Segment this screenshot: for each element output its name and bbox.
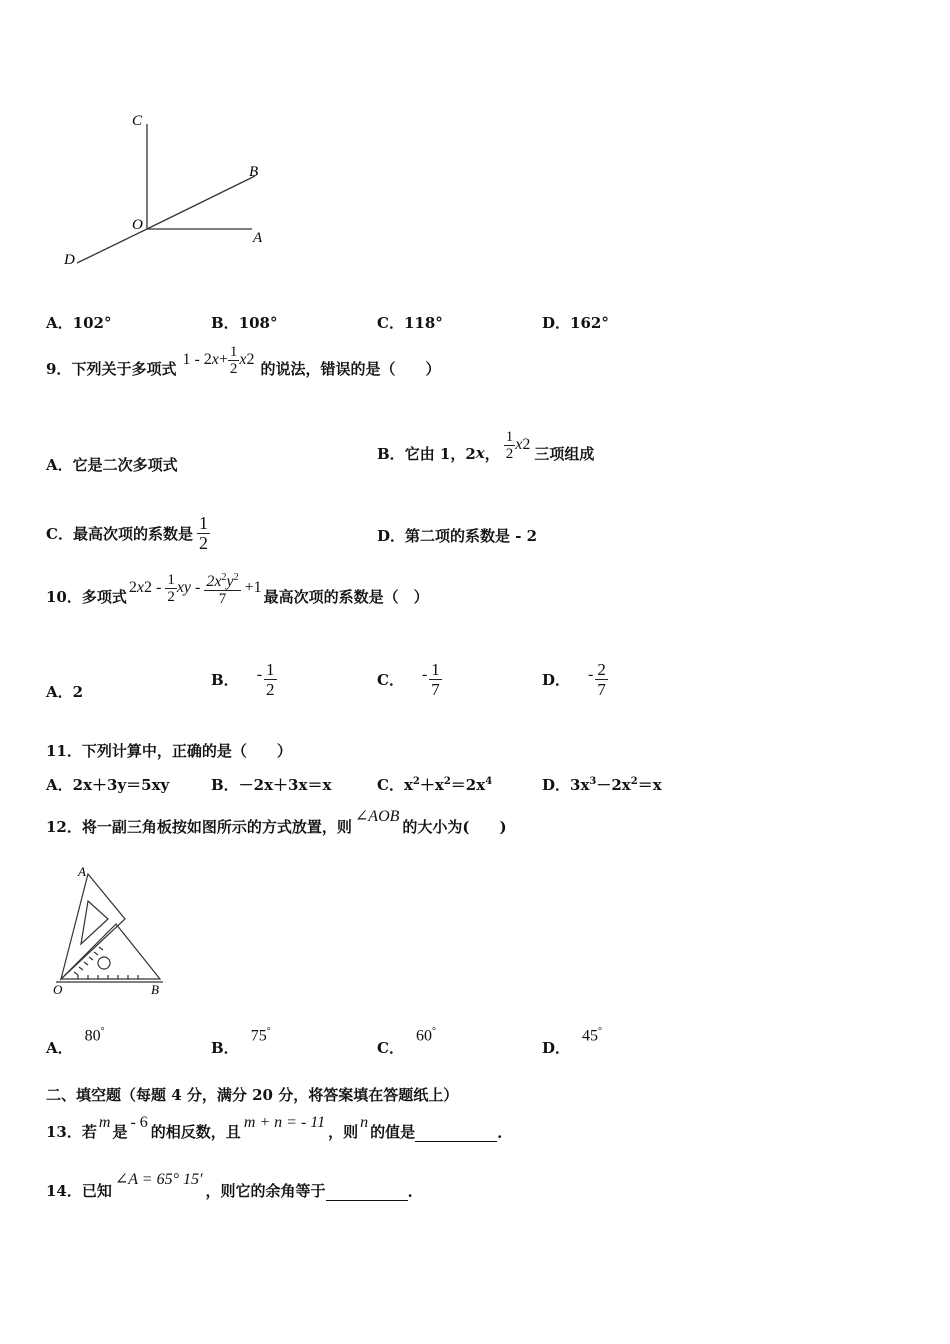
q11-option-c[interactable]: C．$x^2+x^2=2x^4$ (377, 776, 493, 794)
label-a: A (253, 230, 263, 246)
q12-option-b[interactable]: B． 75° (211, 1025, 271, 1057)
q9-stem: 9． 下列关于多项式 1 - 2 x + $\frac{1}{2}$ x 2 的说法，错误的是（ ） (46, 343, 441, 378)
q10-option-c[interactable]: C． - $\frac{1}{7}$ (377, 659, 440, 699)
label-b: B (151, 982, 159, 997)
q9-option-b[interactable]: B． 它由 1，2 x ， $\frac{1}{2}$ x 2 三项组成 (377, 428, 595, 463)
label-o: O (53, 982, 63, 997)
q11-option-b[interactable]: B．－2x＋3x＝x (211, 776, 332, 794)
q12-option-a[interactable]: A． 80° (46, 1025, 105, 1057)
q10-option-d[interactable]: D． - $\frac{2}{7}$ (542, 659, 606, 699)
q8-option-a[interactable]: A．102° (46, 314, 112, 332)
q11-stem: 11．下列计算中，正确的是（ ） (46, 742, 292, 760)
label-o: O (132, 217, 143, 233)
triangle-30-60 (61, 874, 125, 979)
label-a: A (78, 864, 86, 879)
q13-answer-blank[interactable] (415, 1127, 497, 1142)
triangle-30-60-inner (81, 901, 108, 944)
label-d: D (64, 252, 75, 268)
q8-option-d[interactable]: D．162° (542, 314, 609, 332)
q12-option-c[interactable]: C． 60° (377, 1025, 436, 1057)
q10-expression: 2 x 2 - $\frac{1}{2}$ xy - $\frac{2x^2y^2}{7}$ +1 (128, 571, 262, 607)
q12-stem: 12．将一副三角板按如图所示的方式放置，则 ∠AOB 的大小为( ) (46, 808, 507, 836)
q9-option-c[interactable]: C． 最高次项的系数是 $\frac{1}{2}$ (46, 512, 208, 553)
label-b: B (249, 164, 259, 180)
q8-option-b[interactable]: B．108° (211, 314, 278, 332)
section-title: 二、填空题（每题 4 分，满分 20 分，将答案填在答题纸上） (46, 1086, 459, 1104)
q12-option-d[interactable]: D． 45° (542, 1025, 603, 1057)
q9-option-a[interactable]: A．它是二次多项式 (46, 456, 178, 474)
label-c: C (132, 113, 143, 129)
q8-option-c[interactable]: C．118° (377, 314, 443, 332)
q10-option-a[interactable]: A．2 (46, 683, 84, 701)
q11-option-a[interactable]: A．2x＋3y＝5xy (46, 776, 170, 794)
angle-aob: ∠AOB (354, 808, 400, 825)
set-squares-figure (48, 862, 173, 997)
triangle-hole (98, 957, 110, 969)
q10-stem: 10． 多项式 2 x 2 - $\frac{1}{2}$ xy - $\frac{2x^2y^2}{7}$ +1 最高次项的系数是（ ） (46, 571, 429, 607)
q13-stem: 13． 若 m 是 - 6 的相反数，且 m + n = - 11 ，则 n 的值是 . (46, 1114, 503, 1142)
angle-figure (55, 108, 285, 273)
ray-od (77, 229, 147, 263)
q14-stem: 14． 已知 ∠A = 65° 15′ ，则它的余角等于 . (46, 1171, 413, 1201)
q11-option-d[interactable]: D．$3x^3-2x^2=x$ (542, 776, 662, 794)
q14-answer-blank[interactable] (326, 1186, 408, 1201)
ray-ob (147, 176, 255, 229)
q10-option-b[interactable]: B． - $\frac{1}{2}$ (211, 659, 275, 699)
q9-option-d[interactable]: D．第二项的系数是 - 2 (377, 527, 538, 545)
q9-expression: 1 - 2 x + $\frac{1}{2}$ x 2 (182, 343, 255, 377)
